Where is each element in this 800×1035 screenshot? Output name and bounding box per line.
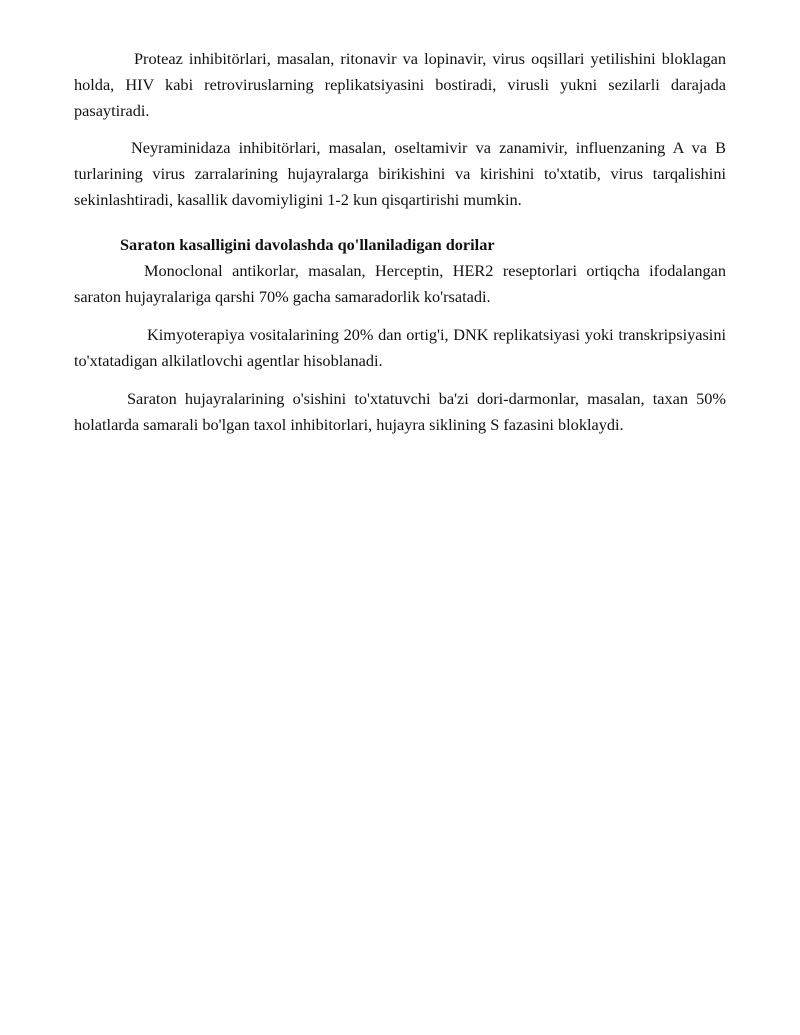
paragraph-neuraminidase-inhibitors: Neyraminidaza inhibitörlari, masalan, oseltamivir va zanamivir, influenzaning A va B turlarining virus zarralarining hujayralarga birikishini va kirishini to'xtatib, virus tarqalishini sekinlashtiradi, kasallik davomiyligini 1-2 kun qisqartirishi mumkin. [74,138,726,209]
paragraph-chemotherapy: Kimyoterapiya vositalarining 20% dan ortig'i, DNK replikatsiyasi yoki transkripsiyasini to'xtatadigan alkilatlovchi agentlar hisoblanadi. [74,325,726,370]
section-heading-cancer-drugs: Saraton kasalligini davolashda qo'llaniladigan dorilar [120,235,495,254]
paragraph-monoclonal-antibodies: Monoclonal antikorlar, masalan, Herceptin, HER2 reseptorlari ortiqcha ifodalangan saraton hujayralariga qarshi 70% gacha samaradorlik ko'rsatadi. [74,261,726,306]
paragraph-protease-inhibitors: Proteaz inhibitörlari, masalan, ritonavir va lopinavir, virus oqsillari yetilishini bloklagan holda, HIV kabi retroviruslarning replikatsiyasini bostiradi, virusli yukni sezilarli darajada pasaytiradi. [74,49,726,120]
paragraph-taxol-inhibitors: Saraton hujayralarining o'sishini to'xtatuvchi ba'zi dori-darmonlar, masalan, taxan 50% holatlarda samarali bo'lgan taxol inhibitorlari, hujayra siklining S fazasini bloklaydi. [74,389,726,434]
document-body [74,46,726,438]
